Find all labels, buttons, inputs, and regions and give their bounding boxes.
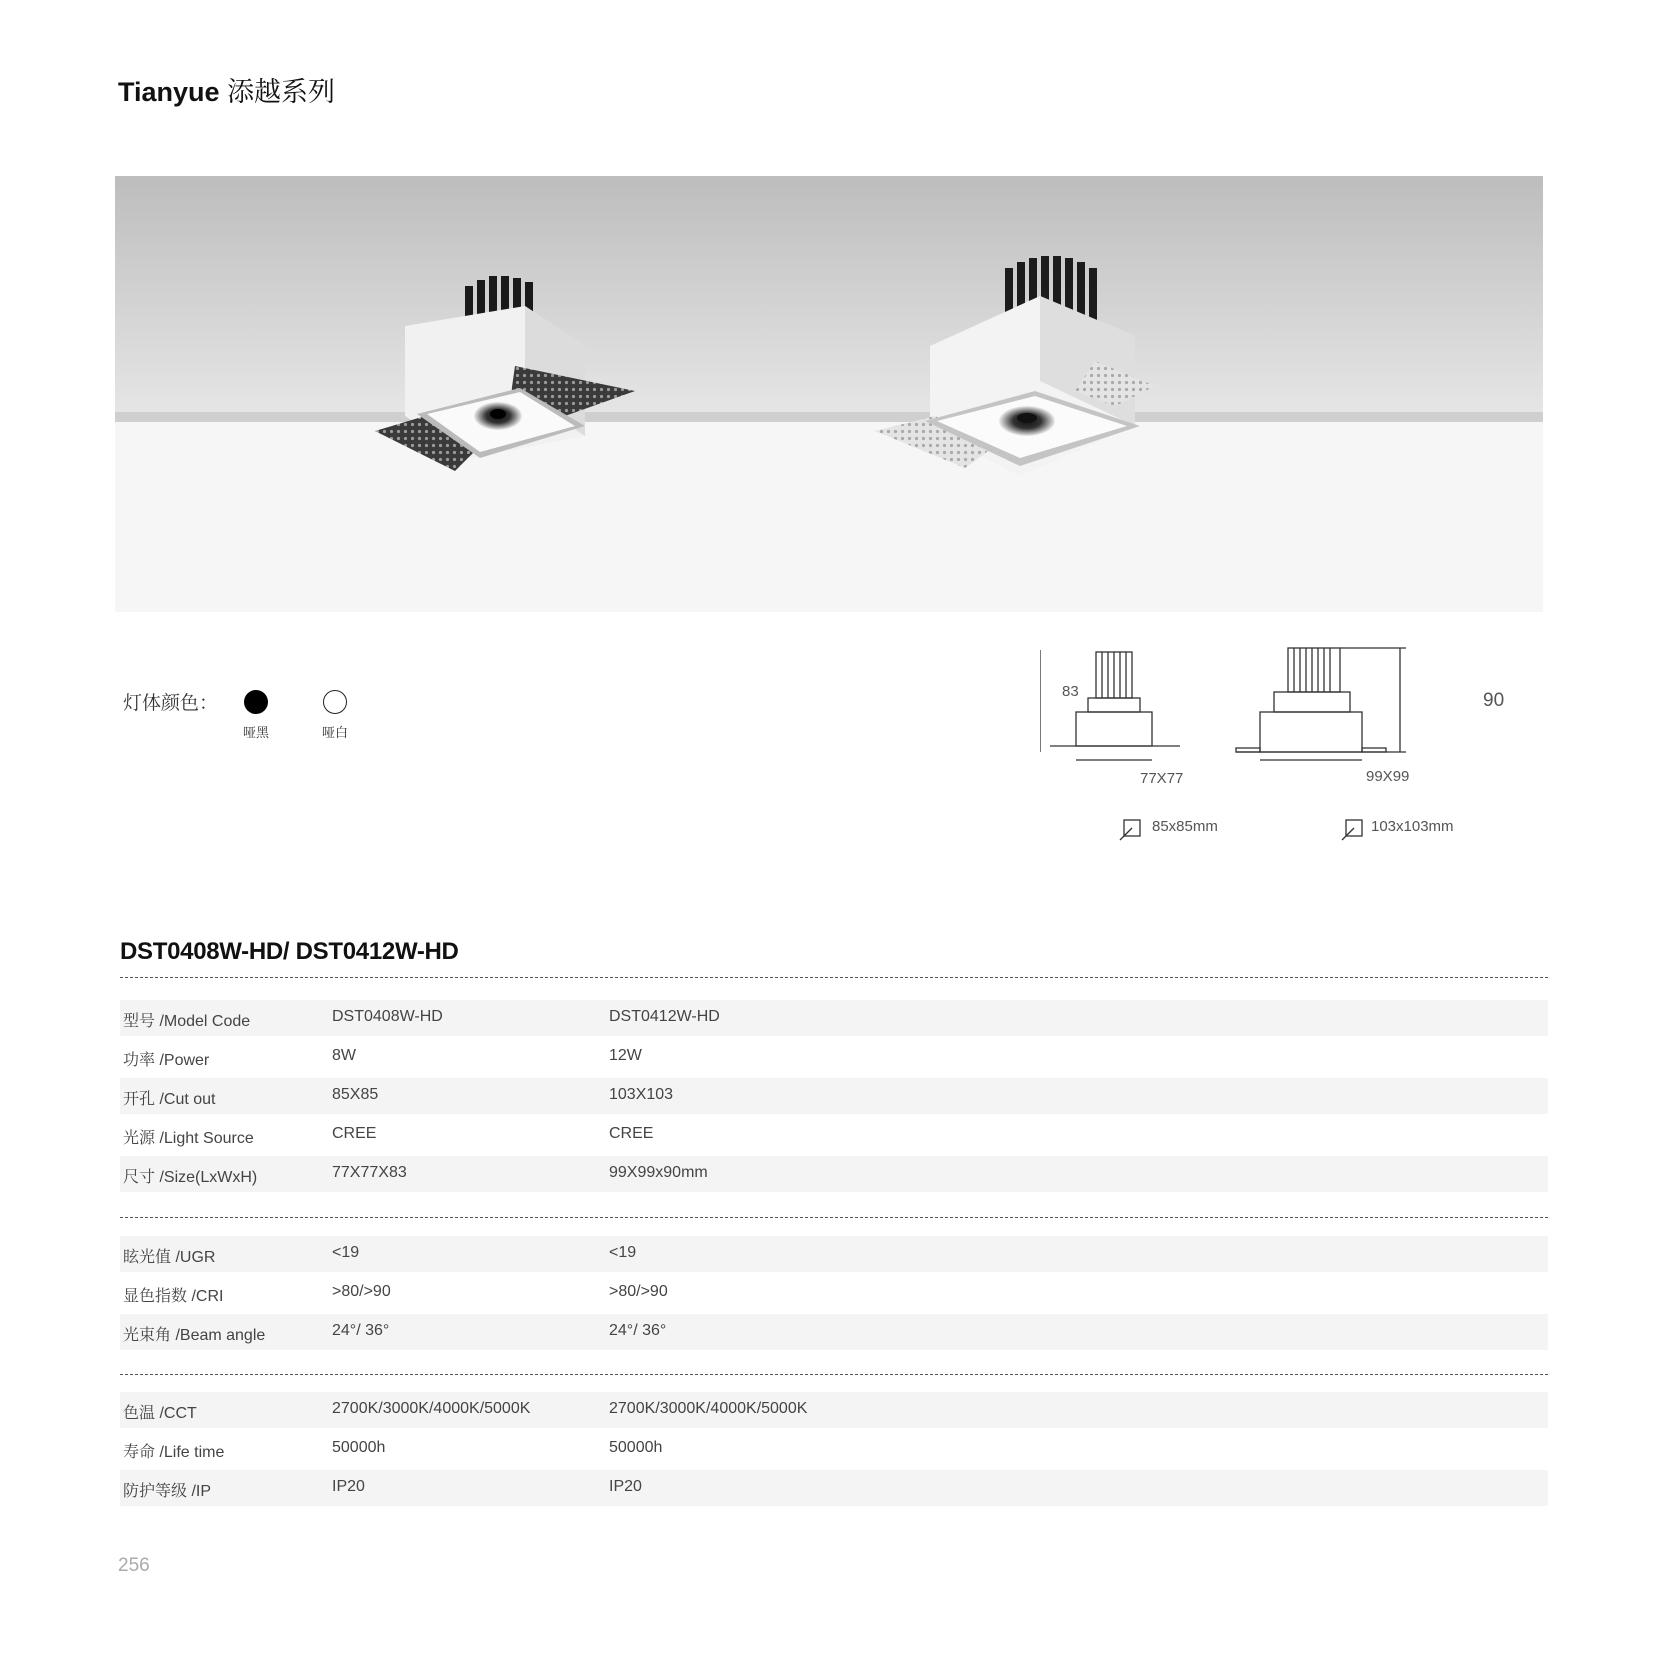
- spec-value-12w: 2700K/3000K/4000K/5000K: [609, 1400, 808, 1417]
- spec-row-cct: [120, 1392, 1548, 1428]
- spec-value-8w: 24°/ 36°: [332, 1322, 390, 1339]
- spec-value-12w: 99X99x90mm: [609, 1164, 708, 1181]
- spec-row-power: [120, 1039, 1548, 1075]
- spec-value-8w: 85X85: [332, 1086, 379, 1103]
- section-divider: [120, 1217, 1548, 1218]
- dimension-drawing-small: [1040, 650, 1180, 760]
- spec-row-cri: [120, 1275, 1548, 1311]
- cutout-label-small: 85x85mm: [1152, 818, 1218, 835]
- page-title: [118, 70, 335, 109]
- spec-value-12w: DST0412W-HD: [609, 1008, 720, 1025]
- series-name-latin: Tianyue: [118, 77, 220, 107]
- spec-value-12w: 12W: [609, 1047, 642, 1064]
- color-swatch-matte-white: [323, 690, 347, 714]
- spec-value-12w: >80/>90: [609, 1283, 668, 1300]
- spec-label: 防护等级 /IP: [123, 1483, 212, 1500]
- spec-label: 显色指数 /CRI: [123, 1288, 224, 1305]
- spec-row-cutout: [120, 1078, 1548, 1114]
- spec-label: 功率 /Power: [123, 1052, 210, 1069]
- spec-label: 寿命 /Life time: [123, 1444, 225, 1461]
- series-name-cn: 添越系列: [227, 77, 336, 107]
- spec-label: 型号 /Model Code: [123, 1013, 251, 1030]
- spec-row-ip: [120, 1470, 1548, 1506]
- product-hero-image: [115, 176, 1543, 612]
- spec-row-ugr: [120, 1236, 1548, 1272]
- body-color-label: 灯体颜色：: [123, 693, 219, 714]
- spec-value-12w: 50000h: [609, 1439, 663, 1456]
- spec-value-12w: IP20: [609, 1478, 642, 1495]
- spec-label: 光束角 /Beam angle: [123, 1327, 266, 1344]
- spec-row-life-time: [120, 1431, 1548, 1467]
- spec-value-8w: IP20: [332, 1478, 365, 1495]
- spec-row-beam-angle: [120, 1314, 1548, 1350]
- spec-value-8w: 2700K/3000K/4000K/5000K: [332, 1400, 531, 1417]
- spec-value-12w: <19: [609, 1244, 637, 1261]
- spec-label: 开孔 /Cut out: [123, 1091, 216, 1108]
- cutout-icon-large: [1342, 820, 1362, 840]
- spec-value-8w: >80/>90: [332, 1283, 391, 1300]
- spec-value-8w: <19: [332, 1244, 360, 1261]
- spec-value-8w: 77X77X83: [332, 1164, 407, 1181]
- color-label-matte-white: 哑白: [321, 725, 348, 740]
- width-label-small: 77X77: [1140, 770, 1184, 787]
- color-swatch-matte-black: [244, 690, 268, 714]
- spec-value-8w: 8W: [332, 1047, 356, 1064]
- spec-value-12w: CREE: [609, 1125, 654, 1142]
- spec-label: 眩光值 /UGR: [123, 1249, 216, 1266]
- section-divider: [120, 1374, 1548, 1375]
- spec-value-12w: 24°/ 36°: [609, 1322, 667, 1339]
- spec-label: 尺寸 /Size(LxWxH): [123, 1169, 258, 1186]
- spec-label: 色温 /CCT: [123, 1405, 197, 1422]
- height-label-large: 90: [1483, 690, 1505, 711]
- spec-value-8w: 50000h: [332, 1439, 386, 1456]
- spec-value-8w: DST0408W-HD: [332, 1008, 443, 1025]
- spec-value-12w: 103X103: [609, 1086, 674, 1103]
- dimension-drawing-large: [1236, 648, 1406, 760]
- cutout-label-large: 103x103mm: [1371, 818, 1454, 835]
- cutout-icon-small: [1120, 820, 1140, 840]
- spec-row-size: [120, 1156, 1548, 1192]
- page-number: 256: [118, 1555, 150, 1576]
- color-label-matte-black: 哑黑: [242, 725, 269, 740]
- section-divider: [120, 977, 1548, 978]
- spec-row-light-source: [120, 1117, 1548, 1153]
- spec-label: 光源 /Light Source: [123, 1130, 254, 1147]
- spec-row-model-code: [120, 1000, 1548, 1036]
- width-label-large: 99X99: [1366, 768, 1410, 785]
- model-title: DST0408W-HD/ DST0412W-HD: [120, 938, 459, 965]
- height-label-small: 83: [1062, 683, 1079, 700]
- spec-value-8w: CREE: [332, 1125, 377, 1142]
